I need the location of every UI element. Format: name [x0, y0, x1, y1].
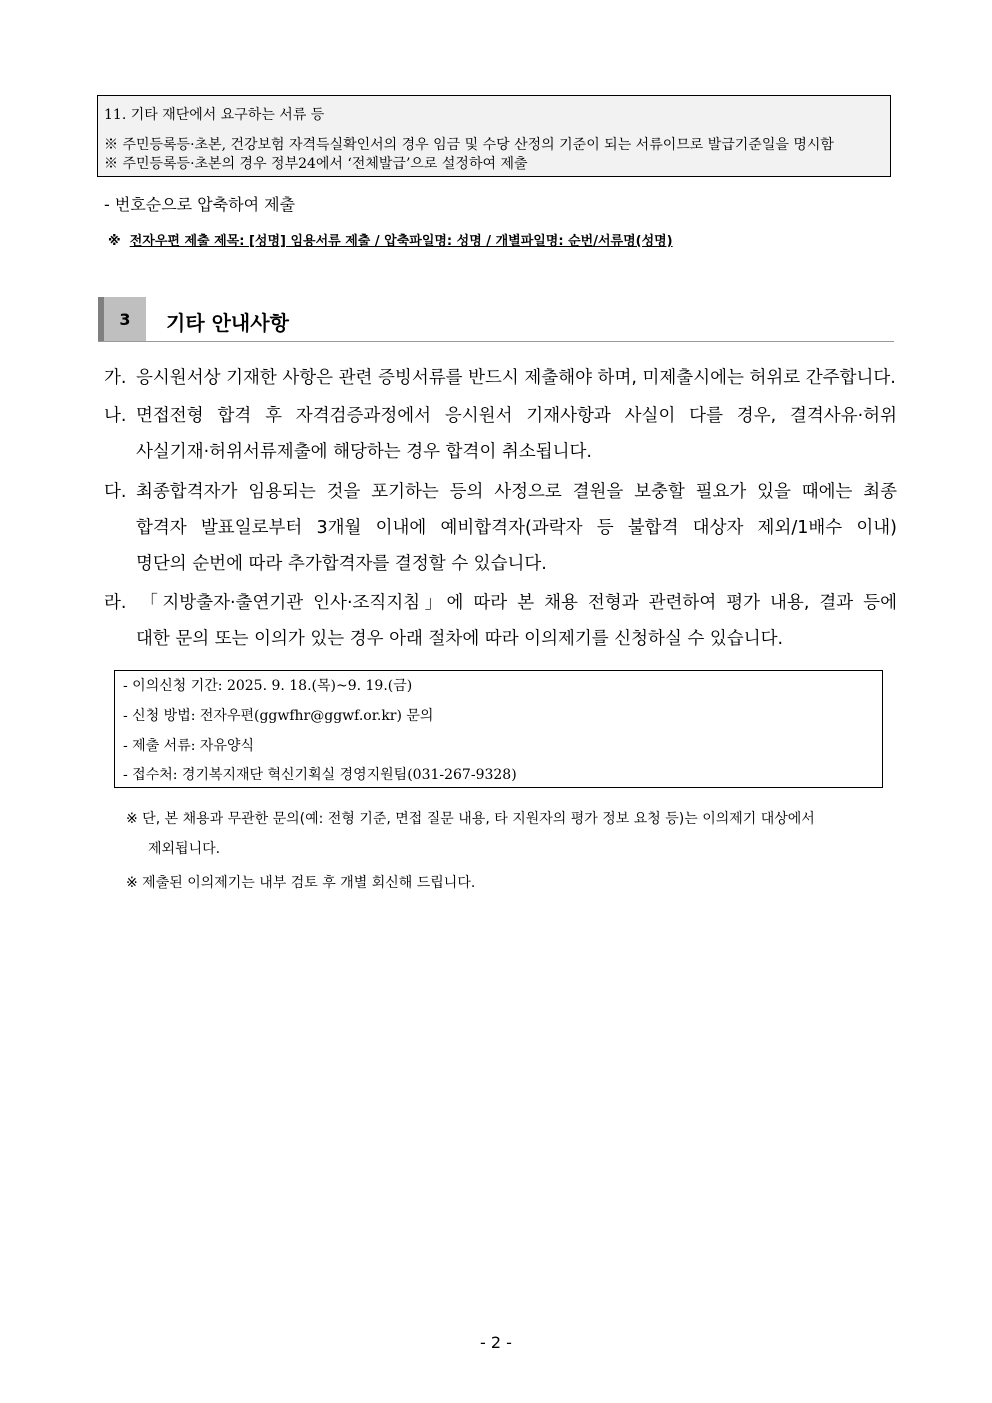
paragraph-ra — [104, 585, 897, 622]
paragraph-da-cont-1: 합격자 발표일로부터 3개월 이내에 예비합격자(과락자 등 불합격 대상자 제외/1배수 이내) — [136, 518, 897, 538]
paragraph-na-cont: 사실기재·허위서류제출에 해당하는 경우 합격이 취소됩니다. — [136, 442, 592, 462]
gov24-note: ※ 주민등록등·초본의 경우 정부24에서 ‘전체발급’으로 설정하여 제출 — [104, 156, 528, 172]
section-divider — [98, 341, 894, 342]
reference-mark: ※ — [108, 234, 121, 249]
paragraph-label: 다. — [104, 482, 127, 502]
paragraph-text: 면접전형 합격 후 자격검증과정에서 응시원서 기재사항과 사실이 다를 경우, 결격사유·허위 — [136, 406, 897, 426]
objection-method: - 신청 방법: 전자우편(ggwfhr@ggwf.or.kr) 문의 — [123, 708, 434, 724]
section-number: 3 — [98, 297, 146, 341]
paragraph-label: 나. — [104, 406, 127, 426]
paragraph-text: 「지방출자·출연기관 인사·조직지침」에 따라 본 채용 전형과 관련하여 평가 내용, 결과 등에 — [136, 593, 897, 613]
exclusion-note: ※ 단, 본 채용과 무관한 문의(예: 전형 기준, 면접 질문 내용, 타 지원자의 평가 정보 요청 등)는 이의제기 대상에서 — [126, 811, 815, 827]
paragraph-text: 응시원서상 기재한 사항은 관련 증빙서류를 반드시 제출해야 하며, 미제출시에는 허위로 간주합니다. — [136, 368, 896, 388]
submit-order-instruction: - 번호순으로 압축하여 제출 — [104, 195, 296, 214]
resident-registration-note: ※ 주민등록등·초본, 건강보험 자격득실확인서의 경우 임금 및 수당 산정의 기준이 되는 서류이므로 발급기준일을 명시함 — [104, 137, 834, 153]
objection-documents: - 제출 서류: 자유양식 — [123, 738, 254, 754]
page-number: - 2 - — [480, 1333, 512, 1352]
paragraph-ra-cont: 대한 문의 또는 이의가 있는 경우 아래 절차에 따라 이의제기를 신청하실 수 있습니다. — [136, 629, 784, 649]
section-title: 기타 안내사항 — [166, 311, 289, 335]
paragraph-da — [104, 474, 897, 511]
paragraph-text: 최종합격자가 임용되는 것을 포기하는 등의 사정으로 결원을 보충할 필요가 있을 때에는 최종 — [136, 482, 897, 502]
required-documents-box — [97, 95, 891, 177]
paragraph-na — [104, 398, 897, 435]
exclusion-note-cont: 제외됩니다. — [148, 841, 221, 857]
objection-procedure-box — [114, 670, 883, 788]
paragraph-ga — [104, 360, 897, 397]
reply-note: ※ 제출된 이의제기는 내부 검토 후 개별 회신해 드립니다. — [126, 875, 476, 891]
paragraph-label: 라. — [104, 593, 127, 613]
objection-contact: - 접수처: 경기복지재단 혁신기획실 경영지원팀(031-267-9328) — [123, 767, 517, 783]
paragraph-label: 가. — [104, 368, 127, 388]
email-submission-text: 전자우편 제출 제목: [성명] 임용서류 제출 / 압축파일명: 성명 / 개별파일명: 순번/서류명(성명) — [129, 234, 673, 249]
document-item-11: 11. 기타 재단에서 요구하는 서류 등 — [104, 107, 325, 123]
section-header — [98, 297, 894, 343]
objection-period: - 이의신청 기간: 2025. 9. 18.(목)~9. 19.(금) — [123, 678, 413, 694]
paragraph-da-cont-2: 명단의 순번에 따라 추가합격자를 결정할 수 있습니다. — [136, 554, 547, 574]
email-submission-note — [108, 230, 673, 249]
